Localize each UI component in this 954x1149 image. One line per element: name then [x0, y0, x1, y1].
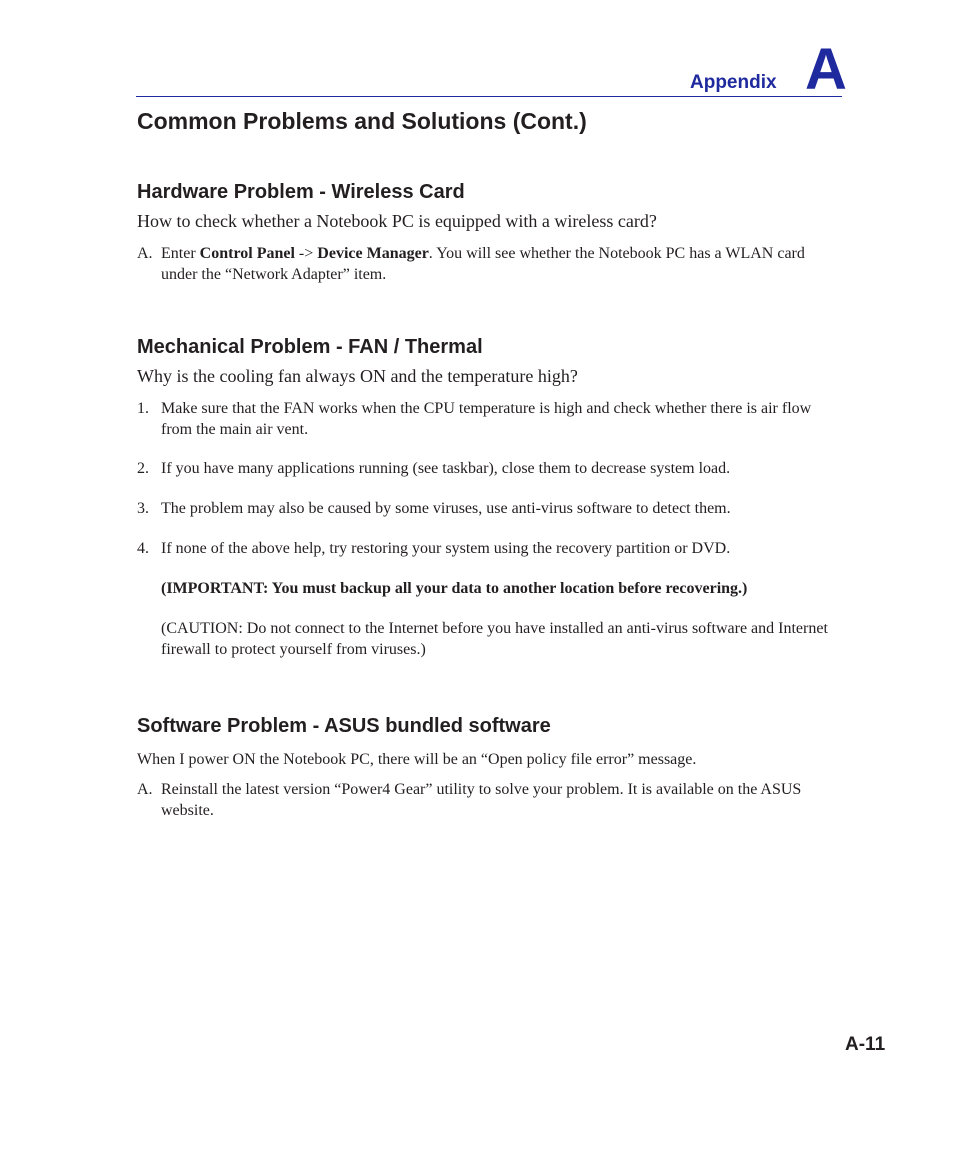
list-item [137, 398, 837, 440]
list-marker: 1. [137, 400, 149, 417]
appendix-label: Appendix [690, 72, 777, 93]
header-rule [136, 96, 842, 97]
list-item [137, 498, 837, 519]
list-item-text: If none of the above help, try restoring your system using the recovery partition or DVD. [161, 540, 731, 557]
caution-note: (CAUTION: Do not connect to the Internet before you have installed an anti-virus software and Internet firewall to protect yourself from viruses.) [161, 620, 828, 658]
list-item [137, 458, 837, 479]
list-item-text: Reinstall the latest version “Power4 Gear” utility to solve your problem. It is available on the ASUS website. [161, 781, 802, 819]
list-item [137, 243, 837, 285]
section-question-software: When I power ON the Notebook PC, there will be an “Open policy file error” message. [137, 751, 697, 768]
list-item-text: Make sure that the FAN works when the CPU temperature is high and check whether there is air flow from the main air vent. [161, 400, 812, 438]
list-marker: 3. [137, 500, 149, 517]
section-heading-wireless: Hardware Problem - Wireless Card [137, 181, 465, 203]
section-heading-fan: Mechanical Problem - FAN / Thermal [137, 336, 483, 358]
page-title: Common Problems and Solutions (Cont.) [137, 108, 587, 134]
section-heading-software: Software Problem - ASUS bundled software [137, 715, 551, 737]
appendix-letter: A [805, 37, 847, 102]
list-item [137, 779, 837, 821]
list-item-text: The problem may also be caused by some viruses, use anti-virus software to detect them. [161, 500, 731, 517]
list-item [137, 538, 837, 559]
list-marker: A. [137, 781, 153, 798]
section-question-wireless: How to check whether a Notebook PC is equipped with a wireless card? [137, 211, 657, 231]
list-item-text: If you have many applications running (see taskbar), close them to decrease system load. [161, 460, 731, 477]
list-marker: 4. [137, 540, 149, 557]
list-marker: 2. [137, 460, 149, 477]
page-number: A-11 [845, 1034, 886, 1055]
list-marker: A. [137, 245, 153, 262]
section-question-fan: Why is the cooling fan always ON and the temperature high? [137, 366, 578, 386]
list-item-text: Enter Control Panel -> Device Manager. You will see whether the Notebook PC has a WLAN card under the “Network Adapter” item. [161, 245, 805, 283]
important-note: (IMPORTANT: You must backup all your data to another location before recovering.) [161, 580, 748, 597]
